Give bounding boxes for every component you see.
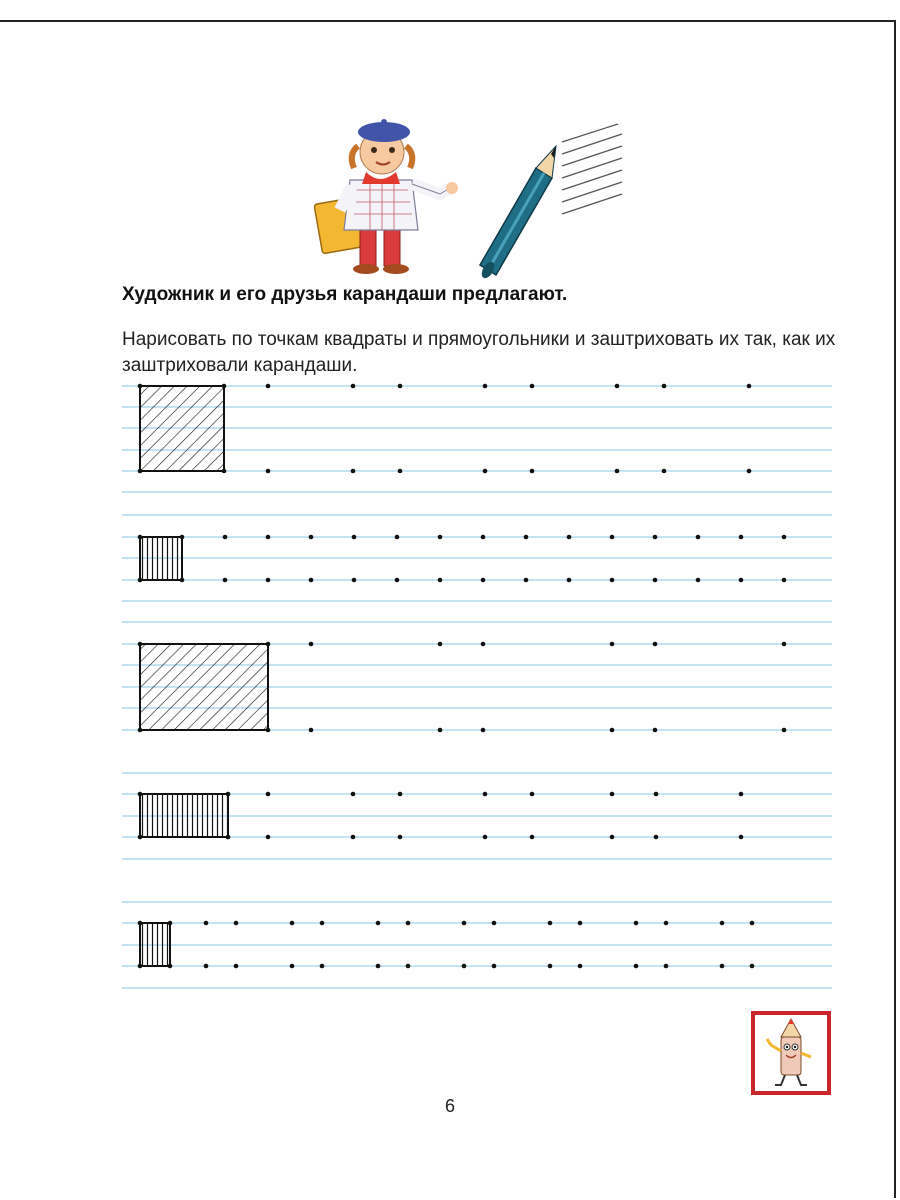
guide-dot [530, 835, 535, 840]
example-shape-diagonal [140, 644, 268, 730]
pencil-icon [479, 146, 556, 280]
guide-dot [351, 835, 356, 840]
guide-dot [352, 578, 357, 583]
guide-dot [782, 728, 787, 733]
guide-dot [266, 469, 271, 474]
guide-dot [664, 964, 669, 969]
guide-dot [610, 835, 615, 840]
guide-dot [524, 578, 529, 583]
guide-dot [654, 835, 659, 840]
pencil-mascot-badge [751, 1011, 831, 1095]
corner-dot [138, 792, 143, 797]
guide-dot [696, 578, 701, 583]
corner-dot [226, 835, 231, 840]
guide-dot [653, 642, 658, 647]
guide-dot [352, 535, 357, 540]
guide-dot [610, 642, 615, 647]
guide-dot [720, 964, 725, 969]
exercise-instruction: Нарисовать по точкам квадраты и прямоугольники и заштриховать их так, как их заштриховали карандаши. [122, 329, 836, 376]
guide-dot [610, 792, 615, 797]
guide-dot [481, 642, 486, 647]
guide-dot [320, 921, 325, 926]
guide-dot [615, 384, 620, 389]
corner-dot [266, 728, 271, 733]
corner-dot [222, 469, 227, 474]
hatching-icon [562, 124, 622, 214]
guide-dot [266, 835, 271, 840]
corner-dot [168, 921, 173, 926]
guide-dot [406, 964, 411, 969]
corner-dot [266, 642, 271, 647]
guide-dot [266, 535, 271, 540]
corner-dot [138, 384, 143, 389]
guide-dot [481, 578, 486, 583]
guide-dot [610, 578, 615, 583]
guide-dot [664, 921, 669, 926]
guide-dot [739, 792, 744, 797]
guide-dot [398, 384, 403, 389]
guide-dot [610, 728, 615, 733]
guide-dot [739, 835, 744, 840]
corner-dot [138, 578, 143, 583]
guide-dot [204, 921, 209, 926]
corner-dot [168, 964, 173, 969]
guide-dot [351, 792, 356, 797]
exercise-heading: Художник и его друзья карандаши предлагают. [122, 284, 568, 305]
guide-dot [634, 964, 639, 969]
corner-dot [138, 642, 143, 647]
guide-dot [782, 535, 787, 540]
guide-dot [720, 921, 725, 926]
guide-dot [524, 535, 529, 540]
guide-dot [634, 921, 639, 926]
guide-dot [290, 964, 295, 969]
guide-dot [567, 535, 572, 540]
guide-dot [223, 535, 228, 540]
guide-dot [290, 921, 295, 926]
guide-dot [234, 964, 239, 969]
guide-dot [438, 642, 443, 647]
corner-dot [180, 578, 185, 583]
guide-dot [309, 642, 314, 647]
guide-dot [376, 964, 381, 969]
guide-dot [578, 964, 583, 969]
guide-dot [234, 921, 239, 926]
guide-dot [662, 469, 667, 474]
guide-dot [395, 535, 400, 540]
guide-dot [530, 792, 535, 797]
corner-dot [226, 792, 231, 797]
example-shape-diagonal [140, 386, 224, 471]
guide-dot [483, 384, 488, 389]
guide-dot [578, 921, 583, 926]
guide-dot [309, 728, 314, 733]
guide-dot [481, 728, 486, 733]
corner-dot [222, 384, 227, 389]
guide-dot [406, 921, 411, 926]
guide-dot [398, 835, 403, 840]
guide-dot [223, 578, 228, 583]
guide-dot [492, 964, 497, 969]
guide-dot [483, 792, 488, 797]
guide-dot [309, 535, 314, 540]
guide-dot [530, 384, 535, 389]
corner-dot [138, 469, 143, 474]
pencil-mascot-icon [755, 1015, 827, 1091]
corner-dot [138, 535, 143, 540]
example-shape-vertical [140, 537, 182, 580]
guide-dot [610, 535, 615, 540]
guide-dot [376, 921, 381, 926]
example-shape-vertical [140, 923, 170, 966]
guide-dot [747, 384, 752, 389]
guide-dot [548, 964, 553, 969]
page-number: 6 [444, 1096, 455, 1116]
guide-dot [320, 964, 325, 969]
guide-dot [530, 469, 535, 474]
guide-dot [309, 578, 314, 583]
guide-dot [266, 384, 271, 389]
guide-dot [266, 792, 271, 797]
guide-dot [395, 578, 400, 583]
guide-dot [653, 535, 658, 540]
guide-dot [481, 535, 486, 540]
example-shape-vertical [140, 794, 228, 837]
guide-dot [782, 578, 787, 583]
guide-dot [750, 964, 755, 969]
guide-dot [438, 578, 443, 583]
guide-dot [653, 728, 658, 733]
worksheet [0, 370, 900, 1000]
guide-dot [662, 384, 667, 389]
corner-dot [138, 835, 143, 840]
guide-dot [654, 792, 659, 797]
guide-dot [462, 964, 467, 969]
guide-dot [750, 921, 755, 926]
guide-dot [204, 964, 209, 969]
guide-dot [351, 469, 356, 474]
guide-dot [567, 578, 572, 583]
guide-dot [483, 469, 488, 474]
corner-dot [138, 728, 143, 733]
guide-dot [782, 642, 787, 647]
guide-dot [653, 578, 658, 583]
guide-dot [747, 469, 752, 474]
corner-dot [180, 535, 185, 540]
guide-dot [462, 921, 467, 926]
guide-dot [438, 535, 443, 540]
guide-dot [615, 469, 620, 474]
corner-dot [138, 921, 143, 926]
guide-dot [266, 578, 271, 583]
guide-dot [398, 469, 403, 474]
guide-dot [398, 792, 403, 797]
guide-dot [492, 921, 497, 926]
guide-dot [739, 535, 744, 540]
guide-dot [351, 384, 356, 389]
guide-dot [739, 578, 744, 583]
guide-dot [696, 535, 701, 540]
artist-illustration [300, 110, 640, 280]
corner-dot [138, 964, 143, 969]
guide-dot [483, 835, 488, 840]
guide-dot [438, 728, 443, 733]
artist-boy-icon [314, 119, 458, 274]
guide-dot [548, 921, 553, 926]
